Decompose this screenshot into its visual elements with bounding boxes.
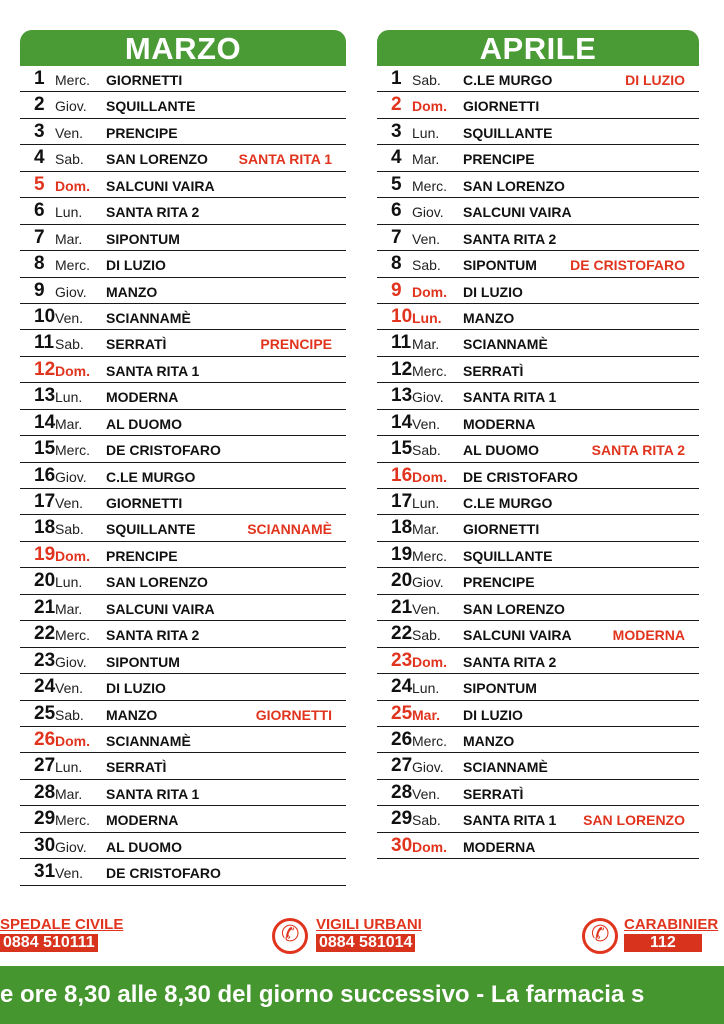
pharmacy-name: PRENCIPE	[463, 151, 535, 168]
calendar-row	[377, 383, 699, 409]
calendar-row	[20, 859, 346, 885]
pharmacy-name: GIORNETTI	[463, 98, 540, 115]
calendar-row	[20, 463, 346, 489]
day-number: 23	[391, 649, 413, 671]
day-number: 20	[34, 570, 56, 592]
carabinieri-contact	[624, 916, 718, 958]
calendar-row	[20, 568, 346, 594]
calendar-row	[377, 436, 699, 462]
pharmacy-name: SAN LORENZO	[463, 177, 565, 194]
hospital-label: SPEDALE CIVILE	[0, 916, 124, 933]
day-number: 12	[391, 358, 413, 380]
day-number: 21	[391, 596, 413, 618]
pharmacy-name: DI LUZIO	[106, 680, 166, 697]
day-number: 22	[391, 623, 413, 645]
pharmacy-name: SCIANNAMÈ	[463, 759, 548, 776]
phone-icon	[272, 918, 308, 954]
pharmacy-name: SANTA RITA 2	[106, 204, 200, 221]
calendar-row	[20, 701, 346, 727]
weekday: Giov.	[55, 653, 87, 670]
weekday: Giov.	[55, 283, 87, 300]
weekday: Giov.	[412, 204, 444, 221]
day-number: 16	[34, 464, 56, 486]
day-number: 26	[34, 728, 56, 750]
pharmacy-name: MODERNA	[463, 415, 536, 432]
weekday: Lun.	[55, 574, 83, 591]
weekday: Ven.	[55, 309, 84, 326]
pharmacy-name: SALCUNI VAIRA	[463, 204, 572, 221]
day-number: 30	[34, 834, 56, 856]
weekday: Merc.	[55, 257, 90, 274]
weekday: Mar.	[412, 151, 440, 168]
pharmacy-name: C.LE MURGO	[106, 468, 196, 485]
day-number: 29	[391, 808, 413, 830]
day-number: 28	[391, 781, 413, 803]
weekday: Sab.	[412, 72, 441, 88]
weekday: Sab.	[55, 151, 84, 168]
pharmacy-name: DI LUZIO	[463, 706, 523, 723]
pharmacy-name: GIORNETTI	[106, 495, 183, 511]
day-number: 7	[34, 226, 45, 248]
pharmacy-name: SIPONTUM	[463, 257, 537, 274]
day-number: 7	[391, 226, 402, 248]
day-number: 6	[391, 200, 402, 222]
calendar-row	[20, 410, 346, 436]
day-number: 15	[391, 438, 413, 460]
weekday: Dom.	[412, 468, 447, 485]
day-number: 24	[391, 676, 413, 698]
pharmacy-name: SALCUNI VAIRA	[463, 627, 572, 644]
day-number: 19	[391, 543, 413, 565]
day-number: 24	[34, 676, 56, 698]
day-number: 10	[391, 305, 413, 327]
weekday: Dom.	[412, 283, 447, 300]
pharmacy-name: DE CRISTOFARO	[463, 468, 578, 485]
weekday: Merc.	[55, 812, 90, 829]
weekday: Merc.	[55, 442, 90, 459]
calendar-row	[20, 621, 346, 647]
calendar-row	[377, 92, 699, 118]
weekday: Dom.	[55, 362, 90, 379]
pharmacy-name: SQUILLANTE	[106, 98, 196, 115]
pharmacy-name: SIPONTUM	[106, 653, 180, 670]
calendar-row	[377, 172, 699, 198]
pharmacy-name: SQUILLANTE	[106, 521, 196, 538]
calendar-row	[377, 410, 699, 436]
day-number: 11	[391, 332, 412, 354]
weekday: Lun.	[412, 124, 440, 141]
april-day-list	[377, 66, 699, 859]
calendar-row	[20, 251, 346, 277]
pharmacy-name: MODERNA	[106, 812, 179, 829]
month-header-april: APRILE	[377, 30, 699, 66]
calendar-row	[20, 278, 346, 304]
calendar-row	[377, 674, 699, 700]
calendar-row	[20, 515, 346, 541]
pharmacy-name: AL DUOMO	[106, 415, 182, 432]
day-number: 27	[391, 755, 413, 777]
calendar-row	[20, 66, 346, 92]
day-number: 18	[391, 517, 413, 539]
day-number: 11	[34, 332, 55, 354]
calendar-row	[377, 119, 699, 145]
weekday: Dom.	[412, 653, 447, 670]
day-number: 9	[391, 279, 402, 301]
pharmacy-name: GIORNETTI	[463, 521, 540, 538]
weekday: Ven.	[55, 865, 84, 882]
day-number: 13	[391, 385, 413, 407]
weekday: Sab.	[55, 521, 84, 538]
day-number: 12	[34, 358, 56, 380]
calendar-row	[377, 595, 699, 621]
pharmacy-name: SIPONTUM	[106, 230, 180, 247]
calendar-row	[20, 753, 346, 779]
pharmacy-name: SCIANNAMÈ	[106, 309, 191, 326]
weekday: Lun.	[55, 389, 83, 406]
calendar-row	[20, 119, 346, 145]
pharmacy-name: GIORNETTI	[106, 72, 183, 88]
calendar-row	[20, 172, 346, 198]
pharmacy-name: SCIANNAMÈ	[106, 732, 191, 749]
day-number: 18	[34, 517, 56, 539]
pharmacy-name: MANZO	[106, 283, 158, 300]
calendar-row	[377, 833, 699, 859]
weekday: Ven.	[55, 124, 84, 141]
calendar-row	[20, 674, 346, 700]
pharmacy-name: DE CRISTOFARO	[106, 442, 221, 459]
calendar-row	[377, 515, 699, 541]
day-number: 5	[34, 173, 45, 195]
calendar-row	[20, 304, 346, 330]
weekday: Giov.	[412, 389, 444, 406]
day-number: 15	[34, 438, 56, 460]
calendar-row	[20, 806, 346, 832]
weekday: Mar.	[412, 521, 440, 538]
weekday: Merc.	[412, 732, 447, 749]
calendar-row	[377, 621, 699, 647]
day-number: 10	[34, 305, 56, 327]
calendar-row	[377, 66, 699, 92]
pharmacy-name: DI LUZIO	[106, 257, 166, 274]
pharmacy-name: PRENCIPE	[463, 574, 535, 591]
calendar-row	[377, 806, 699, 832]
day-number: 28	[34, 781, 56, 803]
pharmacy-name: MODERNA	[106, 389, 179, 406]
calendar-row	[20, 833, 346, 859]
weekday: Dom.	[55, 732, 90, 749]
day-number: 25	[34, 702, 56, 724]
day-number: 8	[34, 253, 45, 275]
calendar-row	[377, 568, 699, 594]
secondary-pharmacy: PRENCIPE	[260, 336, 332, 353]
calendar-row	[377, 330, 699, 356]
weekday: Ven.	[412, 415, 441, 432]
weekday: Sab.	[412, 812, 441, 829]
day-number: 1	[34, 68, 45, 89]
calendar-row	[20, 92, 346, 118]
weekday: Lun.	[55, 759, 83, 776]
weekday: Ven.	[55, 495, 84, 511]
carabinieri-label: CARABINIER	[624, 916, 719, 933]
pharmacy-name: SANTA RITA 2	[106, 627, 200, 644]
day-number: 31	[34, 861, 56, 883]
weekday: Merc.	[55, 627, 90, 644]
secondary-pharmacy: DI LUZIO	[625, 72, 685, 88]
pharmacy-name: MANZO	[106, 706, 158, 723]
march-day-list	[20, 66, 346, 886]
calendar-row	[20, 489, 346, 515]
pharmacy-name: PRENCIPE	[106, 124, 178, 141]
pharmacy-name: SALCUNI VAIRA	[106, 600, 215, 617]
day-number: 9	[34, 279, 45, 301]
day-number: 27	[34, 755, 56, 777]
hospital-contact	[0, 916, 123, 958]
day-number: 8	[391, 253, 402, 275]
weekday: Mar.	[412, 706, 441, 723]
weekday: Lun.	[412, 680, 440, 697]
calendar-row	[377, 463, 699, 489]
weekday: Dom.	[412, 98, 447, 115]
secondary-pharmacy: MODERNA	[612, 627, 685, 644]
day-number: 3	[391, 120, 402, 142]
calendar-row	[377, 542, 699, 568]
calendar-row	[20, 780, 346, 806]
day-number: 23	[34, 649, 56, 671]
pharmacy-name: SERRATÌ	[463, 785, 524, 802]
calendar-row	[20, 225, 346, 251]
weekday: Dom.	[55, 547, 90, 564]
calendar-row	[20, 145, 346, 171]
weekday: Giov.	[412, 574, 444, 591]
calendar-row	[20, 198, 346, 224]
day-number: 17	[391, 491, 413, 512]
weekday: Sab.	[412, 257, 441, 274]
day-number: 13	[34, 385, 56, 407]
weekday: Merc.	[412, 177, 447, 194]
pharmacy-name: AL DUOMO	[106, 838, 182, 855]
secondary-pharmacy: SCIANNAMÈ	[247, 521, 332, 538]
weekday: Mar.	[55, 600, 83, 617]
pharmacy-name: SQUILLANTE	[463, 547, 553, 564]
calendar-row	[20, 595, 346, 621]
day-number: 21	[34, 596, 56, 618]
calendar-row	[377, 145, 699, 171]
day-number: 29	[34, 808, 56, 830]
day-number: 26	[391, 728, 413, 750]
day-number: 4	[34, 147, 45, 169]
secondary-pharmacy: SANTA RITA 2	[591, 442, 685, 459]
weekday: Dom.	[55, 177, 90, 194]
weekday: Lun.	[412, 495, 440, 511]
calendar-row	[20, 542, 346, 568]
vigili-label: VIGILI URBANI	[316, 916, 422, 933]
pharmacy-name: SANTA RITA 2	[463, 230, 557, 247]
march-column	[20, 30, 346, 886]
calendar-row	[377, 304, 699, 330]
calendar-row	[20, 727, 346, 753]
weekday: Mar.	[55, 785, 83, 802]
calendar-row	[377, 225, 699, 251]
weekday: Ven.	[412, 230, 441, 247]
calendar-row	[377, 489, 699, 515]
pharmacy-name: SANTA RITA 1	[106, 362, 200, 379]
day-number: 6	[34, 200, 45, 222]
weekday: Sab.	[55, 336, 84, 353]
day-number: 30	[391, 834, 413, 856]
weekday: Lun.	[412, 309, 442, 326]
calendar-row	[377, 357, 699, 383]
secondary-pharmacy: GIORNETTI	[255, 706, 332, 723]
pharmacy-name: SALCUNI VAIRA	[106, 177, 215, 194]
pharmacy-name: MANZO	[463, 309, 515, 326]
pharmacy-name: SERRATÌ	[106, 336, 167, 353]
weekday: Ven.	[412, 785, 441, 802]
pharmacy-name: SANTA RITA 2	[463, 653, 557, 670]
calendar-row	[20, 357, 346, 383]
day-number: 20	[391, 570, 413, 592]
day-number: 1	[391, 68, 402, 89]
carabinieri-number: 112	[624, 934, 702, 952]
pharmacy-name: SERRATÌ	[106, 759, 167, 776]
calendar-row	[20, 436, 346, 462]
weekday: Sab.	[412, 627, 441, 644]
pharmacy-name: MANZO	[463, 732, 515, 749]
weekday: Merc.	[412, 362, 447, 379]
pharmacy-name: C.LE MURGO	[463, 72, 553, 88]
pharmacy-name: AL DUOMO	[463, 442, 539, 459]
pharmacy-name: PRENCIPE	[106, 547, 178, 564]
weekday: Dom.	[412, 838, 447, 855]
pharmacy-name: DI LUZIO	[463, 283, 523, 300]
day-number: 2	[391, 94, 402, 116]
month-header-march: MARZO	[20, 30, 346, 66]
day-number: 4	[391, 147, 402, 169]
pharmacy-name: SCIANNAMÈ	[463, 336, 548, 353]
pharmacy-name: MODERNA	[463, 838, 536, 855]
pharmacy-name: SIPONTUM	[463, 680, 537, 697]
day-number: 19	[34, 543, 56, 565]
vigili-contact	[316, 916, 422, 958]
pharmacy-name: SQUILLANTE	[463, 124, 553, 141]
pharmacy-name: SANTA RITA 1	[106, 785, 200, 802]
pharmacy-name: SERRATÌ	[463, 362, 524, 379]
weekday: Lun.	[55, 204, 83, 221]
pharmacy-name: SANTA RITA 1	[463, 389, 557, 406]
vigili-number: 0884 581014	[316, 934, 415, 952]
hospital-number: 0884 510111	[0, 934, 98, 952]
secondary-pharmacy: SANTA RITA 1	[238, 151, 332, 168]
calendar-row	[377, 278, 699, 304]
weekday: Giov.	[55, 838, 87, 855]
calendar-row	[377, 780, 699, 806]
calendar-row	[377, 198, 699, 224]
calendar-row	[377, 727, 699, 753]
pharmacy-name: SAN LORENZO	[106, 151, 208, 168]
calendar-row	[20, 383, 346, 409]
day-number: 16	[391, 464, 413, 486]
weekday: Sab.	[412, 442, 441, 459]
day-number: 22	[34, 623, 56, 645]
weekday: Ven.	[412, 600, 441, 617]
pharmacy-name: C.LE MURGO	[463, 495, 553, 511]
calendar-row	[377, 701, 699, 727]
pharmacy-name: SANTA RITA 1	[463, 812, 557, 829]
weekday: Giov.	[55, 468, 87, 485]
weekday: Mar.	[55, 415, 83, 432]
day-number: 14	[34, 411, 56, 433]
calendar-row	[20, 648, 346, 674]
weekday: Mar.	[55, 230, 83, 247]
secondary-pharmacy: SAN LORENZO	[583, 812, 685, 829]
pharmacy-name: DE CRISTOFARO	[106, 865, 221, 882]
calendar-row	[20, 330, 346, 356]
pharmacy-name: SAN LORENZO	[106, 574, 208, 591]
secondary-pharmacy: DE CRISTOFARO	[570, 257, 685, 274]
footer-banner	[0, 966, 724, 1024]
footer-text: e ore 8,30 alle 8,30 del giorno successivo - La farmacia s	[0, 981, 645, 1008]
pharmacy-name: SAN LORENZO	[463, 600, 565, 617]
weekday: Giov.	[55, 98, 87, 115]
calendar-row	[377, 648, 699, 674]
calendar-row	[377, 753, 699, 779]
day-number: 17	[34, 491, 56, 512]
weekday: Mar.	[412, 336, 440, 353]
day-number: 2	[34, 94, 45, 116]
day-number: 3	[34, 120, 45, 142]
weekday: Ven.	[55, 680, 84, 697]
day-number: 5	[391, 173, 402, 195]
day-number: 14	[391, 411, 413, 433]
calendar-row	[377, 251, 699, 277]
weekday: Giov.	[412, 759, 444, 776]
day-number: 25	[391, 702, 413, 724]
weekday: Sab.	[55, 706, 84, 723]
phone-icon	[582, 918, 618, 954]
april-column	[377, 30, 699, 859]
weekday: Merc.	[55, 72, 90, 88]
weekday: Merc.	[412, 547, 447, 564]
